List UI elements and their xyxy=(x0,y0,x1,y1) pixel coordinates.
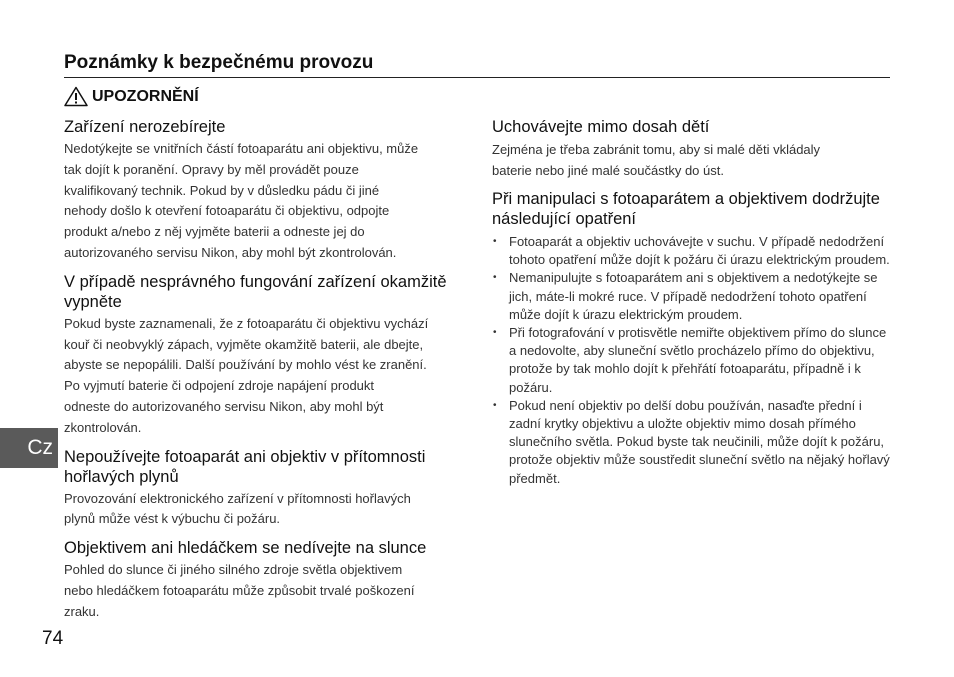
language-tab: Cz xyxy=(0,428,58,468)
section-body: Pokud byste zaznamenali, že z fotoaparátu či objektivu vychází kouř či neobvyklý zápach, vyjměte okamžitě baterii, ale dbejte, abyste se nepopálili. Další používání by mohlo vést ke zranění. Po vyjmutí baterie či odpojení zdroje napájení produkt odneste do autorizovaného servisu Nikon, aby mohl být zkontrolován. xyxy=(64,315,429,435)
section-heading: Uchovávejte mimo dosah dětí xyxy=(492,118,710,136)
section-body: Zejména je třeba zabránit tomu, aby si malé děti vkládaly baterie nebo jiné malé součástky do úst. xyxy=(492,142,821,178)
section-handling xyxy=(492,189,892,488)
section-heading: Objektivem ani hledáčkem se nedívejte na slunce xyxy=(64,539,427,558)
left-column xyxy=(64,117,464,631)
section-disassembly xyxy=(64,117,464,264)
precaution-list xyxy=(492,233,892,488)
section-body: Provozování elektronického zařízení v přítomnosti hořlavých plynů může vést k výbuchu či požáru. xyxy=(64,490,411,527)
list-item: • Nemanipulujte s fotoaparátem ani s objektivem a nedotýkejte se jich, máte-li mokré ruce. V případě nedodržení tohoto opatření může dojít k úrazu elektrickým proudem. xyxy=(492,269,892,324)
list-item: • Pokud není objektiv po delší dobu používán, nasaďte přední i zadní krytky objektivu a uložte objektiv mimo dosah přímého slunečního světla. Pokud byste tak neučinili, může dojít k požáru, protože objektiv může soustředit sluneční světlo na nějaký hořlavý předmět. xyxy=(492,397,892,488)
section-flammable-gas xyxy=(64,447,464,531)
warning-triangle-icon xyxy=(64,86,88,107)
section-body: Nedotýkejte se vnitřních částí fotoaparátu ani objektivu, může tak dojít k poranění. Opravy by měl provádět pouze kvalifikovaný technik. Pokud by v důsledku pádu či jiné nehody došlo k otevření fotoaparátu či objektivu, odpojte produkt a/nebo z něj vyjměte baterii a odneste jej do autorizovaného servisu Nikon, aby mohl být zkontrolován. xyxy=(64,141,419,260)
section-heading: Zařízení nerozebírejte xyxy=(64,118,226,136)
section-heading: Při manipulaci s fotoaparátem a objektivem dodržujte následující opatření xyxy=(492,190,880,228)
right-column xyxy=(492,117,892,488)
page-number: 74 xyxy=(42,628,64,649)
section-heading: Nepoužívejte fotoaparát ani objektiv v přítomnosti hořlavých plynů xyxy=(64,447,426,486)
list-item: • Při fotografování v protisvětle nemiřte objektivem přímo do slunce a nedovolte, aby sluneční světlo procházelo přímo do objektivu, protože by tak mohlo dojít k přehřátí fotoaparátu, případně i k požáru. xyxy=(492,324,892,397)
section-body: Pohled do slunce či jiného silného zdroje světla objektivem nebo hledáčkem fotoaparátu může způsobit trvalé poškození zraku. xyxy=(64,562,415,619)
warning-label: UPOZORNĚNÍ xyxy=(92,87,199,105)
section-sun xyxy=(64,538,464,622)
section-heading: V případě nesprávného fungování zařízení okamžitě vypněte xyxy=(64,272,447,311)
list-item: • Fotoaparát a objektiv uchovávejte v suchu. V případě nedodržení tohoto opatření může dojít k požáru či úrazu elektrickým proudem. xyxy=(492,233,892,269)
page-title: Poznámky k bezpečnému provozu xyxy=(64,52,374,73)
section-malfunction xyxy=(64,272,464,439)
section-children xyxy=(492,117,892,181)
warning-heading xyxy=(64,86,199,107)
title-divider xyxy=(64,77,890,78)
